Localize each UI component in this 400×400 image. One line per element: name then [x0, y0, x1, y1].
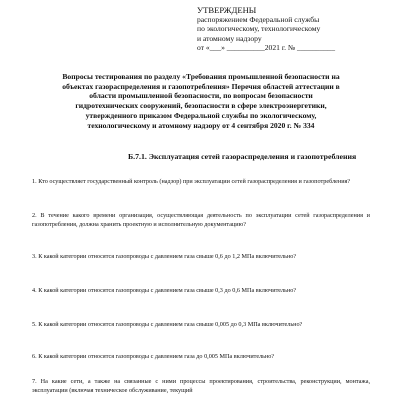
section-heading: Б.7.1. Эксплуатация сетей газораспределения и газопотребления [128, 152, 357, 161]
approval-date-line: от «___» __________2021 г. № __________ [197, 43, 336, 53]
question-item: 2. В течение какого времени организация, осуществляющая деятельность по эксплуатации сетей газораспределения и газопотребления, должна хранить проектную и исполнительную документацию? [32, 212, 370, 229]
question-item: 3. К какой категории относятся газопроводы с давлением газа свыше 0,6 до 1,2 МПа включительно? [32, 253, 297, 260]
question-item: 6. К какой категории относятся газопроводы с давлением газа до 0,005 МПа включительно? [32, 353, 275, 360]
question-item: 1. Кто осуществляет государственный контроль (надзор) при эксплуатации сетей газораспределения и газопотребления? [32, 178, 351, 185]
approval-heading: УТВЕРЖДЕНЫ [197, 5, 257, 15]
approval-line: по экологическому, технологическому [197, 24, 321, 34]
approval-line: и атомному надзору [197, 33, 262, 43]
question-item: 5. К какой категории относятся газопроводы с давлением газа свыше 0,005 до 0,3 МПа включительно? [32, 321, 303, 328]
document-title: Вопросы тестирования по разделу «Требования промышленной безопасности на объектах газораспределения и газопотребления» Перечня областей аттестации в области промышленной безопасности, по вопросам безопасности гидротехнических сооружений, безопасности в сфере электроэнергетики, утвержденного приказом Федеральной службы по экологическому, технологическому и атомному надзору от 4 сентября 2020 г. № 334 [62, 72, 340, 130]
question-item: 4. К какой категории относятся газопроводы с давлением газа свыше 0,3 до 0,6 МПа включительно? [32, 287, 297, 294]
approval-block [197, 5, 387, 53]
approval-line: распоряжением Федеральной службы [197, 15, 320, 24]
question-item: 7. На какие сети, а также на связанные с ними процессы проектирования, строительства, реконструкции, монтажа, эксплуатации (включая техническое обслуживание, текущий [32, 378, 370, 395]
